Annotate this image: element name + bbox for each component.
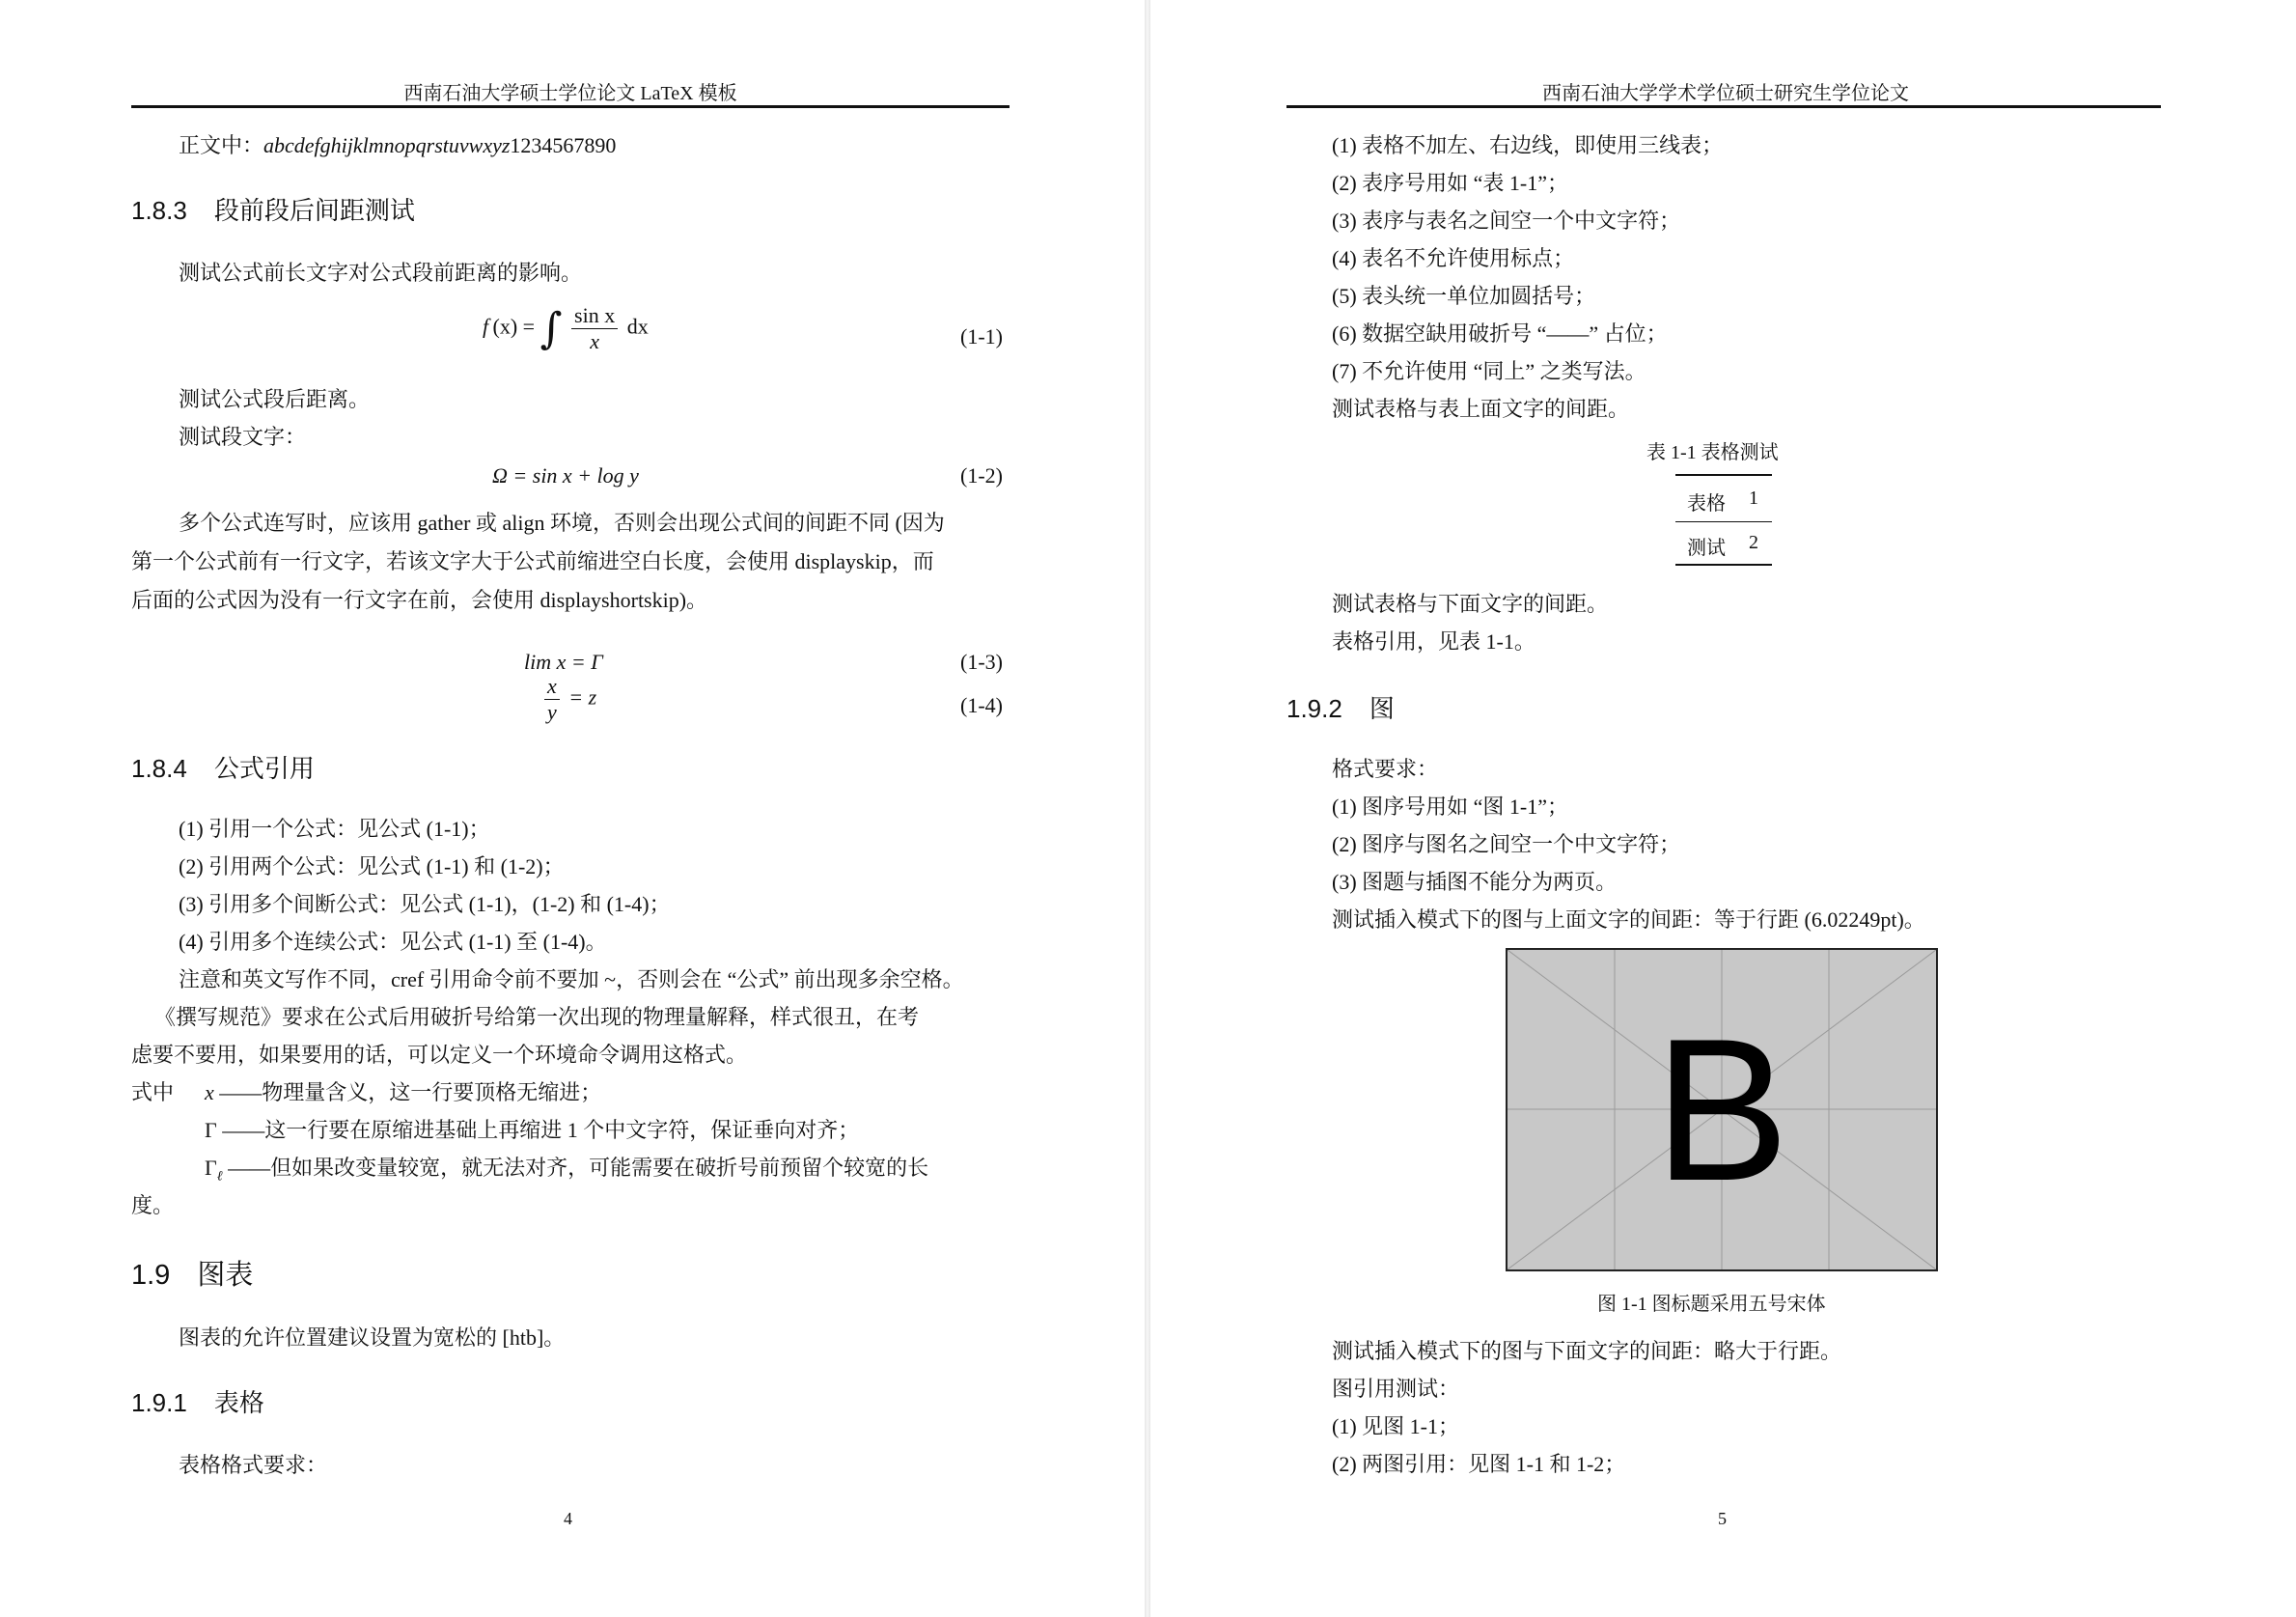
where-item-2 bbox=[205, 1120, 859, 1141]
table-rule-2: (2) 表序号用如 “表 1-1”； bbox=[1332, 171, 1569, 195]
section-number: 1.9.2 bbox=[1286, 694, 1342, 723]
where-subscript: ℓ bbox=[216, 1169, 223, 1185]
paragraph-table-below: 测试表格与下面文字的间距。 bbox=[1332, 592, 1609, 616]
list-item-ref-1: (1) 引用一个公式：见公式 (1-1)； bbox=[179, 817, 490, 841]
left-running-header: 西南石油大学硕士学位论文 LaTeX 模板 bbox=[403, 83, 737, 104]
paragraph-table-above: 测试表格与表上面文字的间距。 bbox=[1332, 397, 1630, 421]
font-sample-digits: 1234567890 bbox=[510, 133, 617, 157]
left-header-rule bbox=[131, 105, 1010, 108]
section-heading-1-9 bbox=[131, 1260, 254, 1291]
table-rule-7: (7) 不允许使用 “同上” 之类写法。 bbox=[1332, 359, 1646, 383]
section-title: 图表 bbox=[197, 1260, 254, 1291]
paragraph-fig-ref: 图引用测试： bbox=[1332, 1377, 1460, 1401]
font-sample-italic: abcdefghijklmnopqrstuvwxyz bbox=[263, 133, 511, 157]
fig-rule-3: (3) 图题与插图不能分为两页。 bbox=[1332, 870, 1618, 894]
eq1-function: f bbox=[483, 314, 489, 339]
where-item-1 bbox=[205, 1082, 601, 1103]
eq4-denominator: y bbox=[547, 700, 557, 724]
section-title: 图 bbox=[1369, 694, 1395, 723]
equation-1-4 bbox=[540, 676, 596, 723]
table-rule-6: (6) 数据空缺用破折号 “——” 占位； bbox=[1332, 321, 1668, 346]
where-label: 式中 bbox=[131, 1080, 175, 1104]
eq1-numerator: sin x bbox=[571, 305, 618, 329]
table-rule-4: (4) 表名不允许使用标点； bbox=[1332, 246, 1575, 270]
section-title: 公式引用 bbox=[213, 754, 315, 783]
table-cell: 表格 bbox=[1687, 493, 1726, 515]
where-text: ——这一行要在原缩进基础上再缩进 1 个中文字符，保证垂向对齐； bbox=[222, 1118, 860, 1142]
placeholder-letter: B bbox=[1653, 995, 1790, 1223]
font-sample-prefix: 正文中： bbox=[179, 133, 264, 157]
eq4-rhs: = z bbox=[568, 684, 597, 710]
paragraph-gather-line-1: 多个公式连写时，应该用 gather 或 align 环境，否则会出现公式间的间距不同 (因为 bbox=[179, 511, 945, 535]
section-heading-1-8-4 bbox=[131, 756, 315, 781]
paragraph-table-req: 表格格式要求： bbox=[179, 1453, 328, 1477]
equation-number-1-1: (1-1) bbox=[960, 324, 1003, 348]
paragraph-float: 图表的允许位置建议设置为宽松的 [htb]。 bbox=[179, 1325, 566, 1350]
fig-ref-item-1: (1) 见图 1-1； bbox=[1332, 1414, 1459, 1438]
eq1-differential: dx bbox=[626, 314, 649, 339]
section-number: 1.9 bbox=[131, 1260, 171, 1291]
equation-1-1 bbox=[483, 304, 649, 353]
section-number: 1.8.4 bbox=[131, 754, 187, 783]
where-text: ——物理量含义，这一行要顶格无缩进； bbox=[219, 1080, 602, 1104]
section-title: 表格 bbox=[213, 1388, 264, 1417]
equation-1-3: lim x = Γ bbox=[524, 650, 603, 674]
paragraph-gather-line-3: 后面的公式因为没有一行文字在前，会使用 displayshortskip)。 bbox=[131, 588, 708, 612]
font-sample-line bbox=[179, 135, 616, 156]
equation-number-1-4: (1-4) bbox=[960, 693, 1003, 717]
table-cell: 1 bbox=[1749, 488, 1758, 509]
eq1-argument: (x) = bbox=[492, 314, 536, 339]
eq4-fraction bbox=[544, 676, 560, 723]
paragraph-eq-after: 测试公式段后距离。 bbox=[179, 387, 371, 411]
where-text: ——但如果改变量较宽，就无法对齐，可能需要在破折号前预留个较宽的长 bbox=[228, 1156, 929, 1180]
paragraph-eq-before: 测试公式前长文字对公式段前距离的影响。 bbox=[179, 261, 583, 285]
table-top-rule bbox=[1675, 474, 1772, 476]
fig-rule-2: (2) 图序与图名之间空一个中文字符； bbox=[1332, 832, 1681, 856]
table-bottom-rule bbox=[1675, 564, 1772, 566]
section-title: 段前段后间距测试 bbox=[213, 196, 415, 225]
paragraph-fig-above: 测试插入模式下的图与上面文字的间距：等于行距 (6.02249pt)。 bbox=[1332, 907, 1925, 932]
where-wrap: 度。 bbox=[131, 1193, 175, 1217]
paragraph-fig-below: 测试插入模式下的图与下面文字的间距：略大于行距。 bbox=[1332, 1339, 1842, 1363]
eq1-fraction bbox=[571, 305, 618, 352]
figure-caption: 图 1-1 图标题采用五号宋体 bbox=[1597, 1294, 1826, 1315]
section-number: 1.8.3 bbox=[131, 196, 187, 225]
list-item-ref-3: (3) 引用多个间断公式：见公式 (1-1)，(1-2) 和 (1-4)； bbox=[179, 892, 671, 916]
table-mid-rule bbox=[1675, 521, 1772, 522]
list-item-ref-4: (4) 引用多个连续公式：见公式 (1-1) 至 (1-4)。 bbox=[179, 930, 607, 954]
section-heading-1-9-2 bbox=[1286, 696, 1395, 721]
integral-sign: ∫ bbox=[539, 304, 563, 353]
section-number: 1.9.1 bbox=[131, 1388, 187, 1417]
equation-number-1-3: (1-3) bbox=[960, 650, 1003, 674]
eq4-numerator: x bbox=[544, 676, 560, 700]
paragraph-spec-line-2: 虑要不要用，如果要用的话，可以定义一个环境命令调用这格式。 bbox=[131, 1043, 748, 1067]
list-item-ref-2: (2) 引用两个公式：见公式 (1-1) 和 (1-2)； bbox=[179, 854, 565, 878]
right-header-rule bbox=[1286, 105, 2161, 108]
section-heading-1-8-3 bbox=[131, 198, 415, 223]
section-heading-1-9-1 bbox=[131, 1390, 264, 1415]
where-symbol: Γ bbox=[205, 1156, 217, 1180]
where-symbol: Γ bbox=[205, 1118, 217, 1142]
paragraph-fig-req: 格式要求： bbox=[1332, 757, 1439, 781]
paragraph-segment: 测试段文字： bbox=[179, 425, 307, 449]
table-cell: 测试 bbox=[1687, 538, 1726, 559]
left-page-number: 4 bbox=[564, 1509, 572, 1528]
page-gutter bbox=[1145, 0, 1150, 1617]
equation-number-1-2: (1-2) bbox=[960, 463, 1003, 488]
where-item-3 bbox=[205, 1157, 928, 1187]
figure-placeholder-image bbox=[1506, 948, 1938, 1271]
equation-1-2: Ω = sin x + log y bbox=[492, 463, 639, 488]
table-rule-1: (1) 表格不加左、右边线，即使用三线表； bbox=[1332, 133, 1724, 157]
fig-rule-1: (1) 图序号用如 “图 1-1”； bbox=[1332, 795, 1569, 819]
where-symbol: x bbox=[205, 1080, 214, 1104]
paragraph-table-ref: 表格引用，见表 1-1。 bbox=[1332, 629, 1535, 654]
table-rule-5: (5) 表头统一单位加圆括号； bbox=[1332, 284, 1596, 308]
paragraph-gather-line-2: 第一个公式前有一行文字，若该文字大于公式前缩进空白长度，会使用 displayskip，而 bbox=[131, 549, 934, 573]
paragraph-cref: 注意和英文写作不同，cref 引用命令前不要加 ~，否则会在 “公式” 前出现多余空格。 bbox=[179, 967, 964, 991]
table-caption: 表 1-1 表格测试 bbox=[1646, 442, 1779, 463]
eq1-denominator: x bbox=[590, 329, 599, 353]
right-running-header: 西南石油大学学术学位硕士研究生学位论文 bbox=[1542, 83, 1909, 104]
table-cell: 2 bbox=[1749, 532, 1758, 553]
paragraph-spec-line-1: 《撰写规范》要求在公式后用破折号给第一次出现的物理量解释，样式很丑，在考 bbox=[154, 1005, 920, 1029]
table-rule-3: (3) 表序与表名之间空一个中文字符； bbox=[1332, 209, 1681, 233]
right-page-number: 5 bbox=[1718, 1509, 1727, 1528]
fig-ref-item-2: (2) 两图引用：见图 1-1 和 1-2； bbox=[1332, 1452, 1626, 1476]
